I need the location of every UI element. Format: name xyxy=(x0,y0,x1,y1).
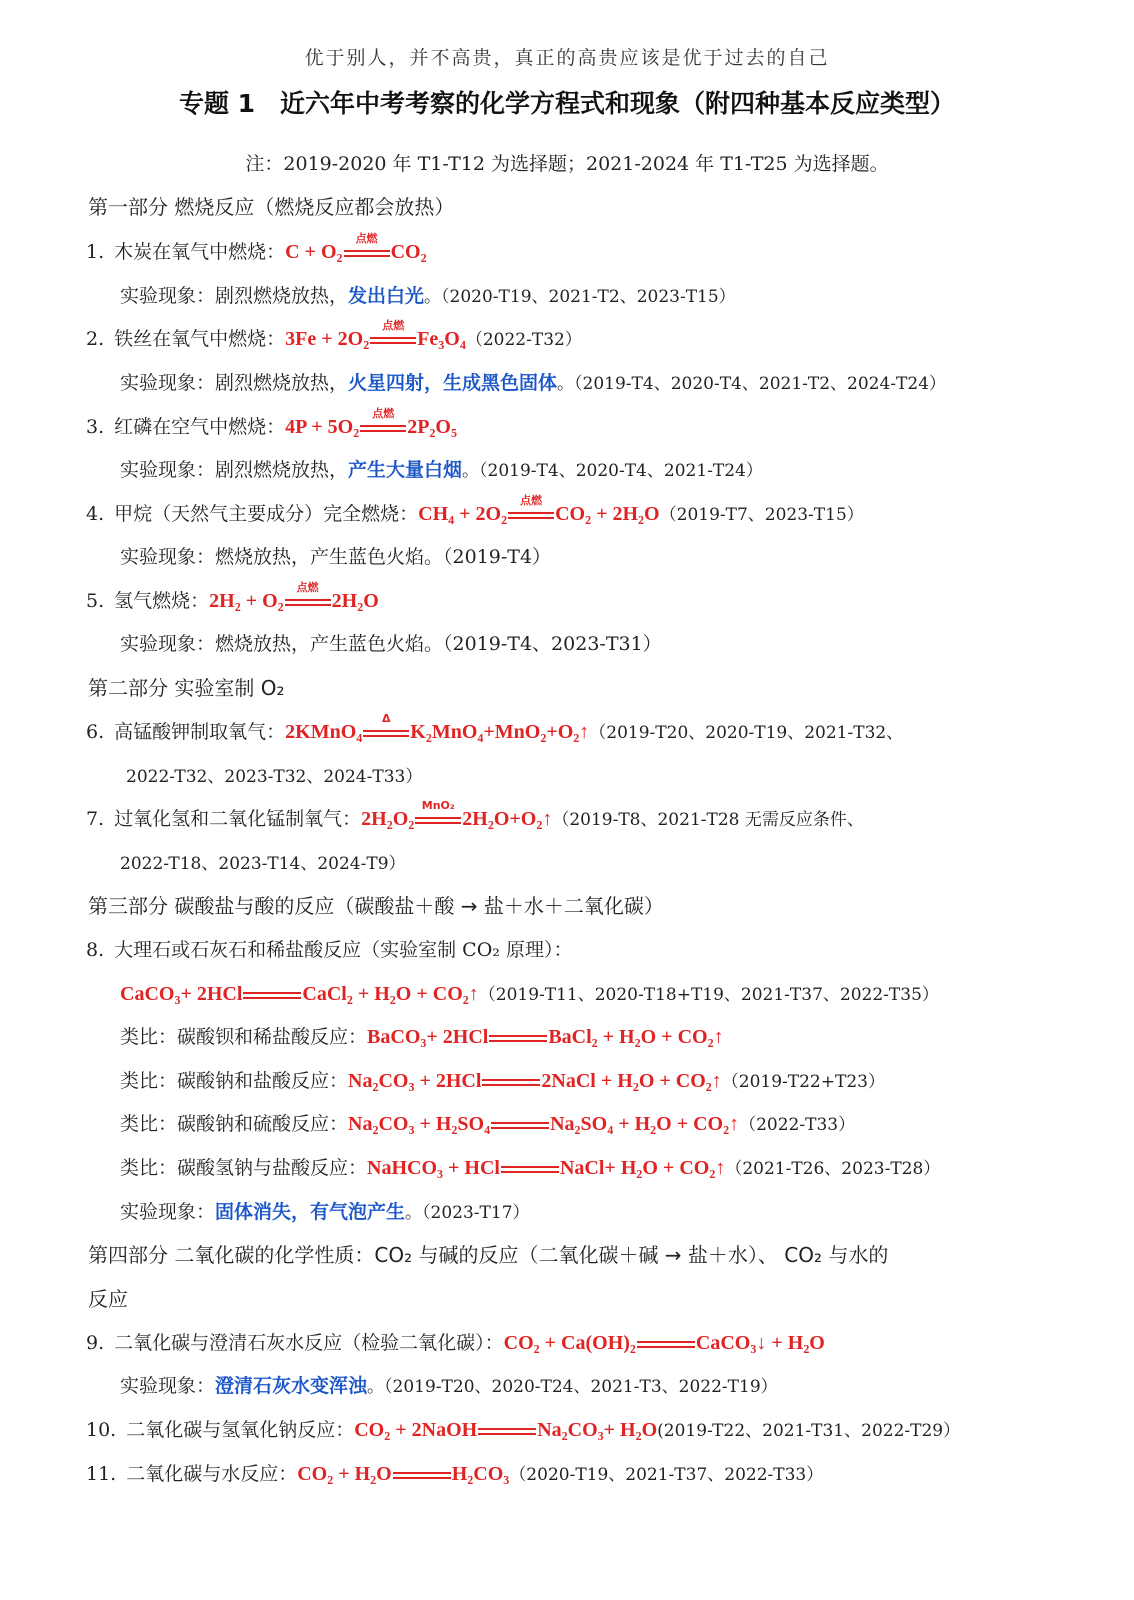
equation-lhs: CO₂ + H₂O xyxy=(297,1463,392,1485)
condition-label: 点燃 xyxy=(296,581,319,594)
equation-lhs: CO₂ + Ca(OH)₂ xyxy=(503,1332,636,1354)
item-desc: 氢气燃烧： xyxy=(114,590,210,612)
equation-rhs: H₂CO₃ xyxy=(451,1463,510,1485)
item-7 xyxy=(86,799,1134,834)
condition-arrow xyxy=(360,407,406,433)
item-desc: 二氧化碳与澄清石灰水反应（检验二氧化碳）： xyxy=(114,1332,504,1354)
analogy-2 xyxy=(120,1067,1134,1096)
condition-arrow xyxy=(285,581,331,607)
equation-lhs: 4P + 5O₂ xyxy=(285,416,360,438)
item-7-cont xyxy=(120,849,1134,878)
condition-label: 点燃 xyxy=(355,232,378,245)
item-desc: 碳酸氢钠与盐酸反应： xyxy=(177,1157,368,1179)
item-number: 6. xyxy=(86,721,105,743)
phenomenon-text: 燃烧放热，产生蓝色火焰。（2019-T4、2023-T31） xyxy=(215,633,662,655)
year-ref: 。（2019-T4、2020-T4、2021-T2、2024-T24） xyxy=(557,374,947,394)
equation-lhs: 3Fe + 2O₂ xyxy=(285,328,370,350)
equals-sign xyxy=(243,990,301,1000)
year-ref: 。（2019-T20、2020-T24、2021-T3、2022-T19） xyxy=(367,1377,778,1397)
item-number: 4. xyxy=(86,503,105,525)
equation-lhs: Na₂CO₃ + H₂SO₄ xyxy=(348,1113,491,1135)
year-ref: （2019-T20、2020-T19、2021-T32、 xyxy=(589,723,904,743)
item-number: 7. xyxy=(86,808,105,830)
phenomenon-label: 实验现象： xyxy=(120,633,216,655)
item-5 xyxy=(86,581,1134,615)
equation-rhs: NaCl+ H₂O + CO₂↑ xyxy=(559,1157,726,1179)
analogy-1 xyxy=(120,1023,1134,1051)
item-desc: 二氧化碳与水反应： xyxy=(126,1463,298,1485)
phenomenon-text: 剧烈燃烧放热， xyxy=(215,459,349,481)
analogy-label: 类比： xyxy=(120,1026,178,1048)
year-ref: 。（2020-T19、2021-T2、2023-T15） xyxy=(424,287,736,307)
section-heading-4: 第四部分 二氧化碳的化学性质：CO₂ 与碱的反应（二氧化碳＋碱 → 盐＋水）、 CO₂ 与水的 xyxy=(88,1243,889,1267)
phenomenon-highlight: 固体消失，有气泡产生 xyxy=(215,1201,406,1223)
equation-lhs: 2H₂ + O₂ xyxy=(209,590,284,612)
phenomenon-label: 实验现象： xyxy=(120,546,216,568)
item-number: 5. xyxy=(86,590,105,612)
condition-arrow xyxy=(344,232,390,258)
year-ref: （2022-T33） xyxy=(739,1115,856,1135)
equation-lhs: 2H₂O₂ xyxy=(361,808,415,830)
year-ref: 。（2023-T17） xyxy=(405,1203,530,1223)
equation-rhs: CO₂ xyxy=(390,241,427,263)
item-1 xyxy=(86,232,1134,266)
item-desc: 大理石或石灰石和稀盐酸反应（实验室制 CO₂ 原理）： xyxy=(114,939,573,961)
item-number: 9. xyxy=(86,1332,105,1354)
equation-rhs: 2H₂O+O₂↑ xyxy=(462,808,553,830)
page-title: 专题 1 近六年中考考察的化学方程式和现象（附四种基本反应类型） xyxy=(178,89,956,118)
equation-rhs: CaCl₂ + H₂O + CO₂↑ xyxy=(302,983,479,1005)
phenomenon-9 xyxy=(120,1372,1134,1401)
condition-label: Δ xyxy=(382,712,391,725)
equation-lhs: CH₄ + 2O₂ xyxy=(418,503,508,525)
item-desc: 碳酸钠和硫酸反应： xyxy=(177,1113,349,1135)
item-number: 2. xyxy=(86,328,105,350)
phenomenon-text: 燃烧放热，产生蓝色火焰。（2019-T4） xyxy=(215,546,552,568)
equation-rhs: Na₂SO₄ + H₂O + CO₂↑ xyxy=(550,1113,740,1135)
equals-sign xyxy=(478,1426,536,1436)
phenomenon-label: 实验现象： xyxy=(120,459,216,481)
section-heading-2: 第二部分 实验室制 O₂ xyxy=(88,676,285,700)
item-desc: 碳酸钠和盐酸反应： xyxy=(177,1070,349,1092)
phenomenon-highlight: 产生大量白烟 xyxy=(348,459,463,481)
equation-lhs: CO₂ + 2NaOH xyxy=(354,1419,478,1441)
year-ref: （2019-T22+T23） xyxy=(721,1072,885,1092)
year-ref: 2022-T18、2023-T14、2024-T9） xyxy=(120,854,406,874)
item-desc: 甲烷（天然气主要成分）完全燃烧： xyxy=(114,503,419,525)
equals-sign xyxy=(501,1164,559,1174)
phenomenon-label: 实验现象： xyxy=(120,1375,216,1397)
equation-rhs: CaCO₃↓ + H₂O xyxy=(695,1332,825,1354)
phenomenon-text: 剧烈燃烧放热， xyxy=(215,285,349,307)
equation-rhs: 2NaCl + H₂O + CO₂↑ xyxy=(541,1070,722,1092)
item-number: 1. xyxy=(86,241,105,263)
equation-rhs: Na₂CO₃+ H₂O xyxy=(537,1419,658,1441)
condition-arrow xyxy=(508,494,554,520)
analogy-label: 类比： xyxy=(120,1157,178,1179)
item-desc: 碳酸钡和稀盐酸反应： xyxy=(177,1026,368,1048)
item-2 xyxy=(86,319,1134,354)
equation-rhs: CO₂ + 2H₂O xyxy=(555,503,660,525)
equation-lhs: BaCO₃+ 2HCl xyxy=(367,1026,489,1048)
equals-sign xyxy=(637,1339,695,1349)
equation-rhs: Fe₃O₄ xyxy=(417,328,466,350)
item-desc: 铁丝在氧气中燃烧： xyxy=(114,328,286,350)
item-number: 3. xyxy=(86,416,105,438)
phenomenon-3 xyxy=(120,456,1134,485)
equation-lhs: C + O₂ xyxy=(285,241,343,263)
phenomenon-label: 实验现象： xyxy=(120,1201,216,1223)
phenomenon-highlight: 火星四射，生成黑色固体 xyxy=(348,372,558,394)
item-desc: 过氧化氢和二氧化锰制氧气： xyxy=(114,808,362,830)
condition-label: MnO₂ xyxy=(421,799,455,812)
section-heading-4-cont: 反应 xyxy=(88,1287,128,1311)
item-10 xyxy=(86,1416,1134,1445)
item-8 xyxy=(86,936,1134,964)
item-4 xyxy=(86,494,1134,529)
condition-arrow xyxy=(415,799,461,825)
analogy-4 xyxy=(120,1154,1134,1183)
phenomenon-4 xyxy=(120,543,1134,571)
year-ref: （2022-T32） xyxy=(465,330,582,350)
phenomenon-5 xyxy=(120,630,1134,658)
equation-rhs: BaCl₂ + H₂O + CO₂↑ xyxy=(548,1026,724,1048)
condition-label: 点燃 xyxy=(382,319,405,332)
equation-rhs: 2H₂O xyxy=(331,590,379,612)
item-6 xyxy=(86,712,1134,747)
condition-label: 点燃 xyxy=(372,407,395,420)
phenomenon-label: 实验现象： xyxy=(120,372,216,394)
section-heading-1: 第一部分 燃烧反应（燃烧反应都会放热） xyxy=(88,195,455,219)
equals-sign xyxy=(482,1077,540,1087)
equation-rhs: 2P₂O₅ xyxy=(407,416,457,438)
item-number: 11. xyxy=(86,1463,117,1485)
phenomenon-highlight: 发出白光 xyxy=(348,285,425,307)
phenomenon-2 xyxy=(120,369,1134,398)
analogy-3 xyxy=(120,1110,1134,1139)
section-heading-3: 第三部分 碳酸盐与酸的反应（碳酸盐＋酸 → 盐＋水＋二氧化碳） xyxy=(88,894,664,918)
year-ref: （2019-T7、2023-T15） xyxy=(659,505,864,525)
phenomenon-1 xyxy=(120,282,1134,311)
equals-sign xyxy=(491,1120,549,1130)
analogy-label: 类比： xyxy=(120,1070,178,1092)
item-number: 8. xyxy=(86,939,105,961)
item-desc: 木炭在氧气中燃烧： xyxy=(114,241,286,263)
condition-label: 点燃 xyxy=(520,494,543,507)
equation-lhs: Na₂CO₃ + 2HCl xyxy=(348,1070,482,1092)
equation-lhs: 2KMnO₄ xyxy=(285,721,363,743)
note: 注：2019-2020 年 T1-T12 为选择题；2021-2024 年 T1-T25 为选择题。 xyxy=(245,153,889,175)
year-ref: （2020-T19、2021-T37、2022-T33） xyxy=(509,1465,824,1485)
phenomenon-highlight: 澄清石灰水变浑浊 xyxy=(215,1375,368,1397)
item-11 xyxy=(86,1460,1134,1489)
item-3 xyxy=(86,407,1134,441)
phenomenon-label: 实验现象： xyxy=(120,285,216,307)
year-ref: （2019-T8、2021-T28 无需反应条件、 xyxy=(552,810,864,830)
analogy-label: 类比： xyxy=(120,1113,178,1135)
equals-sign xyxy=(489,1033,547,1043)
equation-rhs: K₂MnO₄+MnO₂+O₂↑ xyxy=(410,721,590,743)
phenomenon-text: 剧烈燃烧放热， xyxy=(215,372,349,394)
item-8-equation xyxy=(120,980,1134,1009)
equation-lhs: CaCO₃+ 2HCl xyxy=(120,983,243,1005)
year-ref: （2021-T26、2023-T28） xyxy=(725,1159,941,1179)
item-desc: 红磷在空气中燃烧： xyxy=(114,416,286,438)
item-6-cont xyxy=(126,762,1134,791)
year-ref: (2019-T22、2021-T31、2022-T29） xyxy=(657,1421,961,1441)
condition-arrow xyxy=(363,712,409,738)
year-ref: 。（2019-T4、2020-T4、2021-T24） xyxy=(462,461,763,481)
year-ref: （2019-T11、2020-T18+T19、2021-T37、2022-T35） xyxy=(478,985,939,1005)
year-ref: 2022-T32、2023-T32、2024-T33） xyxy=(126,767,423,787)
item-desc: 高锰酸钾制取氧气： xyxy=(114,721,286,743)
item-number: 10. xyxy=(86,1419,117,1441)
phenomenon-8 xyxy=(120,1198,1134,1227)
motto: 优于别人，并不高贵，真正的高贵应该是优于过去的自己 xyxy=(304,47,830,69)
equals-sign xyxy=(393,1470,451,1480)
item-9 xyxy=(86,1329,1134,1357)
equation-lhs: NaHCO₃ + HCl xyxy=(367,1157,500,1179)
condition-arrow xyxy=(370,319,416,345)
item-desc: 二氧化碳与氢氧化钠反应： xyxy=(126,1419,355,1441)
